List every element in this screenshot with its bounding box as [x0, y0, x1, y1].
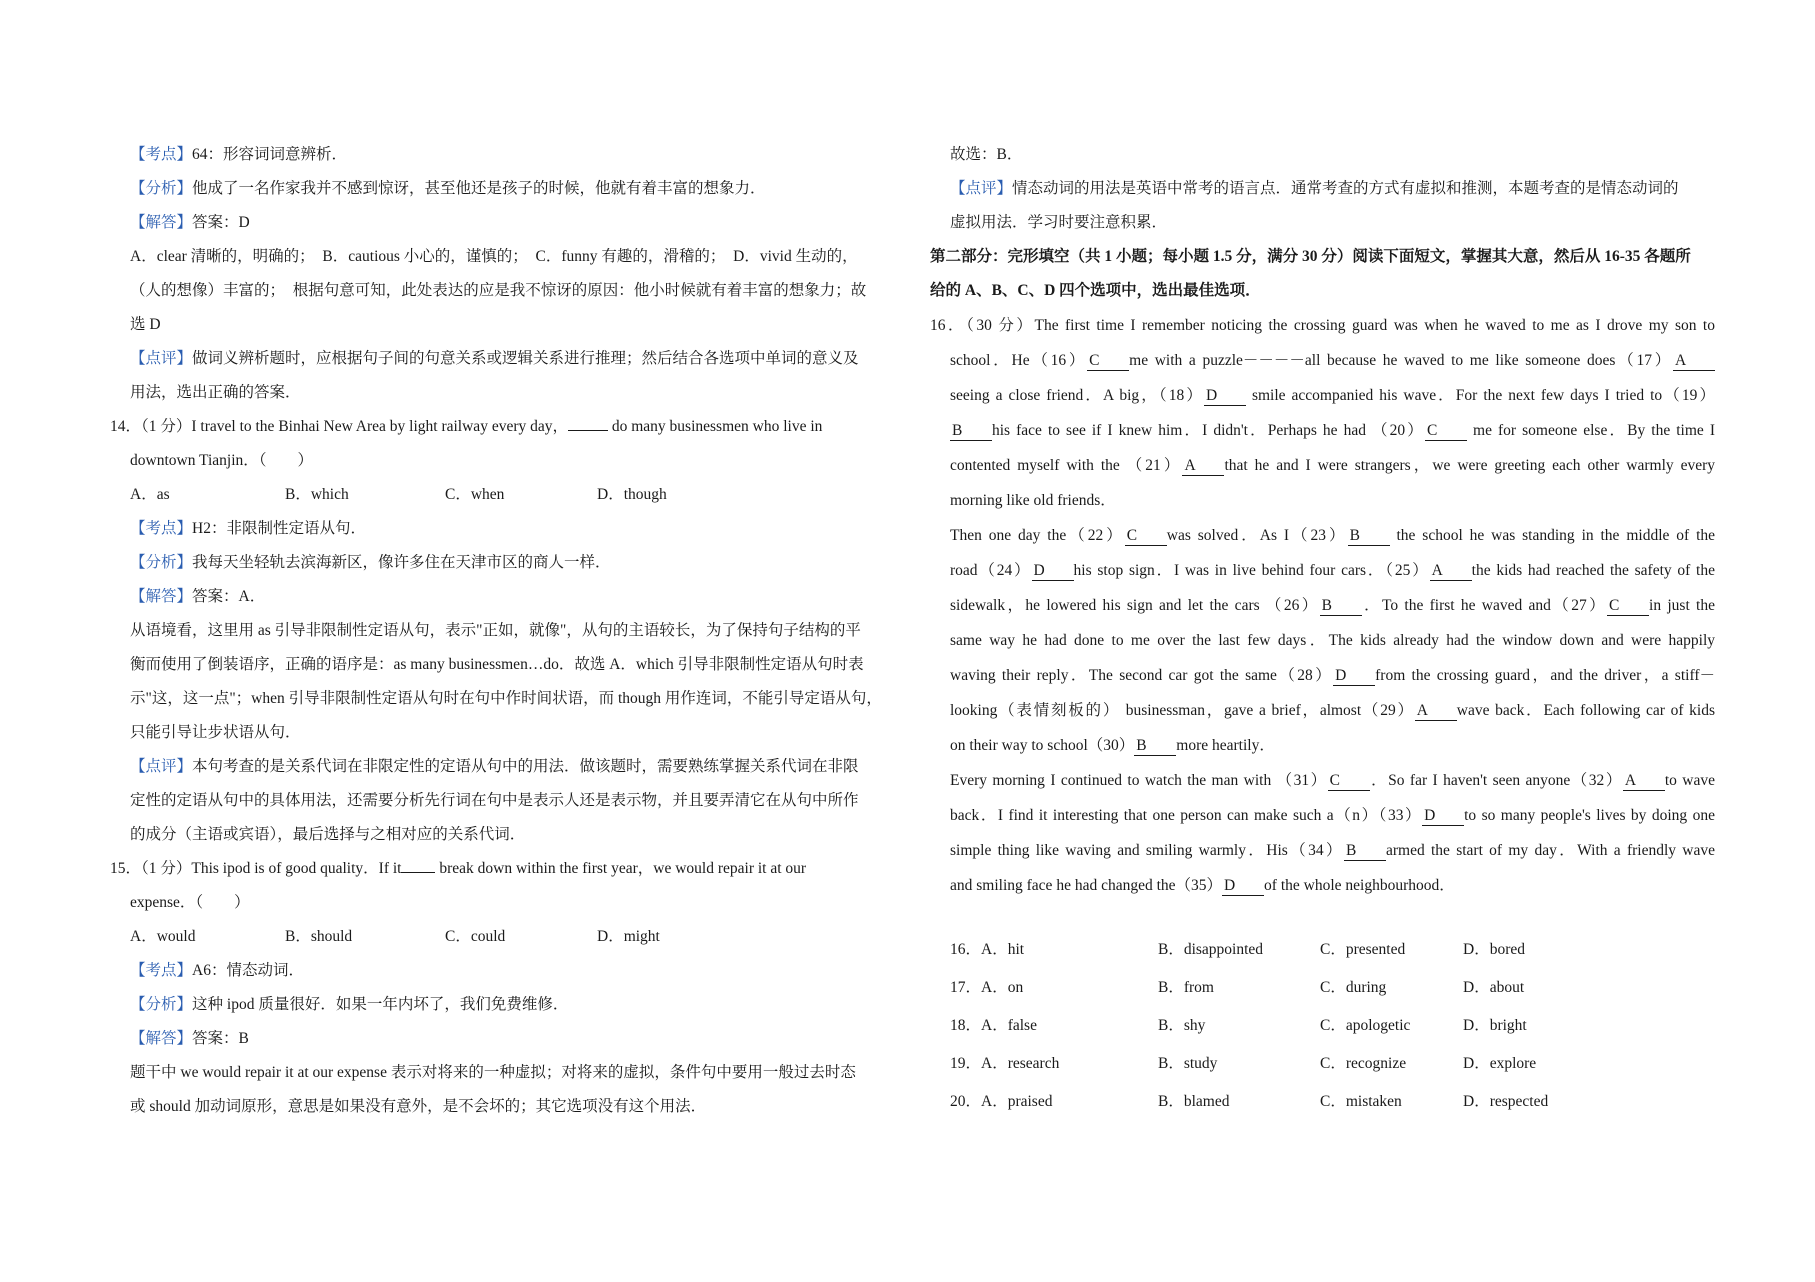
cloze-text: to so many people's lives by doing one [1464, 807, 1715, 824]
right-column [930, 138, 1715, 1121]
cloze-text: more heartily． [1176, 737, 1275, 754]
cloze-text: that he and I were strangers，we were greeting each other warmly every [1224, 457, 1715, 474]
cloze-answer: B [1344, 842, 1386, 861]
q13-jieda: 【解答】答案：D [130, 214, 250, 231]
cloze-answer: D [1032, 562, 1074, 581]
cloze-text: road（24） [950, 562, 1032, 579]
choice-option[interactable]: D．respected [1463, 1093, 1549, 1110]
choice-row [950, 1007, 1715, 1045]
cloze-line [950, 763, 1715, 798]
choice-row [950, 931, 1715, 969]
q15-expl-line: 题干中 we would repair it at our expense 表示对将来的一种虚拟；对将来的虚拟，条件句中要用一般过去时态 [130, 1064, 856, 1081]
cloze-answer: A [1673, 352, 1715, 371]
cloze-text: morning like old friends． [950, 492, 1116, 509]
cloze-text: ．So far I haven't seen anyone（32） [1369, 772, 1623, 789]
choice-option[interactable]: D．explore [1463, 1055, 1537, 1072]
cloze-text: of the whole neighbourhood． [1264, 877, 1455, 894]
q14-dianping: 【点评】本句考查的是关系代词在非限定性的定语从句中的用法．做该题时，需要熟练掌握关系代词在非限 [130, 758, 859, 775]
cloze-line [950, 588, 1715, 623]
cloze-text: smile accompanied his wave．For the next few days I tried to（19） [1245, 387, 1715, 404]
choice-option[interactable]: 16．A．hit [950, 941, 1025, 958]
left-column [110, 138, 905, 1124]
cloze-answer: C [1087, 352, 1129, 371]
cloze-answer: A [1415, 702, 1457, 721]
cloze-line [930, 308, 1715, 343]
cloze-text: wave back．Each following car of kids [1456, 702, 1716, 719]
q15-dianping: 【点评】情态动词的用法是英语中常考的语言点．通常考查的方式有虚拟和推测，本题考查的是情态动词的 [950, 180, 1679, 197]
q14-stem-line: downtown Tianjin．（ ） [130, 452, 314, 469]
cloze-text: Then one day the（22） [950, 527, 1125, 544]
cloze-answer: C [1425, 422, 1467, 441]
cloze-answer: A [1430, 562, 1472, 581]
cloze-line [950, 413, 1715, 448]
choice-option[interactable]: B．disappointed [1158, 941, 1264, 958]
q15-option-d[interactable]: D．might [597, 928, 660, 945]
q15-stem: 15．（1 分）This ipod is of good quality．If it break down within the first year，we would repair it at our [110, 860, 807, 877]
cloze-text: armed the start of my day．With a friendly wave [1385, 842, 1715, 859]
cloze-line [950, 378, 1715, 413]
choice-option[interactable]: 18．A．false [950, 1017, 1037, 1034]
cloze-answer: B [1320, 597, 1362, 616]
q14-blank [568, 430, 608, 431]
choice-row [950, 1045, 1715, 1083]
choices-table [930, 931, 1715, 1121]
cloze-line [950, 693, 1715, 728]
cloze-answer: A [1182, 457, 1224, 476]
choice-option[interactable]: B．blamed [1158, 1093, 1230, 1110]
cloze-answer: D [1222, 877, 1264, 896]
choice-option[interactable]: C．apologetic [1320, 1017, 1411, 1034]
cloze-text: on their way to school（30） [950, 737, 1135, 754]
choice-row [950, 969, 1715, 1007]
choice-option[interactable]: B．shy [1158, 1017, 1206, 1034]
cloze-text: and smiling face he had changed the（35） [950, 877, 1223, 894]
cloze-text: from the crossing guard，and the driver，a stiff－ [1375, 667, 1715, 684]
cloze-text: the school he was standing in the middle of the [1389, 527, 1715, 544]
cloze-paragraph-3 [930, 763, 1715, 903]
q15-dianping-line: 虚拟用法．学习时要注意积累． [950, 214, 1168, 231]
choice-option[interactable]: C．presented [1320, 941, 1406, 958]
cloze-text: his face to see if I knew him．I didn't．Perhaps he had （20） [992, 422, 1425, 439]
q14-stem: 14．（1 分）I travel to the Binhai New Area by light railway every day， do many businessmen who live in [110, 418, 823, 435]
choice-option[interactable]: C．mistaken [1320, 1093, 1402, 1110]
cloze-text: 16．（30 分）The first time I remember noticing the crossing guard was when he waved to me as I drove my son to [930, 317, 1715, 334]
cloze-text: me with a puzzle－－－－all because he waved to me like someone does（17） [1129, 352, 1673, 369]
q15-option-b[interactable]: B．should [285, 928, 353, 945]
q14-options [130, 478, 905, 512]
choice-option[interactable]: 17．A．on [950, 979, 1024, 996]
cloze-line [950, 798, 1715, 833]
cloze-text: seeing a close friend．A big，（18） [950, 387, 1204, 404]
q15-options [130, 920, 905, 954]
q14-option-d[interactable]: D．though [597, 486, 667, 503]
q15-blank [401, 872, 435, 873]
choice-option[interactable]: 19．A．research [950, 1055, 1060, 1072]
q14-option-b[interactable]: B．which [285, 486, 349, 503]
cloze-line [950, 518, 1715, 553]
cloze-answer: A [1623, 772, 1665, 791]
cloze-line [950, 343, 1715, 378]
q15-conclusion: 故选：B． [950, 146, 1023, 163]
cloze-text: school．He（16） [950, 352, 1088, 369]
q14-expl-line: 示"这，这一点"；when 引导非限制性定语从句时在句中作时间状语，而 though 用作连词，不能引导定语从句， [130, 690, 882, 707]
cloze-text: Every morning I continued to watch the man with （31） [950, 772, 1328, 789]
q15-kaodian: 【考点】A6：情态动词． [130, 962, 304, 979]
cloze-text: sidewalk，he lowered his sign and let the cars （26） [950, 597, 1320, 614]
cloze-text: simple thing like waving and smiling warmly．His（34） [950, 842, 1344, 859]
cloze-answer: D [1204, 387, 1246, 406]
q15-stem-line: expense．（ ） [130, 894, 250, 911]
q15-expl-line: 或 should 加动词原形，意思是如果没有意外，是不会坏的；其它选项没有这个用法． [130, 1098, 707, 1115]
cloze-text: in just the [1649, 597, 1715, 614]
cloze-line [950, 833, 1715, 868]
cloze-line [950, 483, 1715, 518]
cloze-line [950, 448, 1715, 483]
section-heading-line: 给的 A、B、C、D 四个选项中，选出最佳选项． [930, 282, 1261, 299]
q13-kaodian: 【考点】64：形容词词意辨析． [130, 146, 348, 163]
cloze-text: ．To the first he waved and（27） [1361, 597, 1608, 614]
cloze-text: contented myself with the （21） [950, 457, 1183, 474]
choice-row [950, 1083, 1715, 1121]
choice-option[interactable]: C．recognize [1320, 1055, 1407, 1072]
cloze-text: to wave [1664, 772, 1715, 789]
cloze-paragraph-1 [930, 308, 1715, 518]
q14-kaodian: 【考点】H2：非限制性定语从句． [130, 520, 366, 537]
cloze-text: waving their reply．The second car got the same（28） [950, 667, 1334, 684]
q14-option-c[interactable]: C．when [445, 486, 505, 503]
q13-dianping: 【点评】做词义辨析题时，应根据句子间的句意关系或逻辑关系进行推理；然后结合各选项中单词的意义及 [130, 350, 859, 367]
q14-expl-line: 从语境看，这里用 as 引导非限制性定语从句，表示"正如，就像"，从句的主语较长，为了保持句子结构的平 [130, 622, 861, 639]
q14-dianping-line: 定性的定语从句中的具体用法，还需要分析先行词在句中是表示人还是表示物，并且要弄清它在从句中所作 [130, 792, 859, 809]
choice-option[interactable]: C．during [1320, 979, 1387, 996]
choice-option[interactable]: D．about [1463, 979, 1525, 996]
q15-jieda: 【解答】答案：B [130, 1030, 249, 1047]
q15-option-a[interactable]: A．would [130, 928, 196, 945]
cloze-answer: D [1422, 807, 1464, 826]
cloze-line [950, 553, 1715, 588]
choice-option[interactable]: B．study [1158, 1055, 1218, 1072]
q13-expl-line: A．clear 清晰的，明确的； B．cautious 小心的，谨慎的； C．funny 有趣的，滑稽的； D．vivid 生动的， [130, 248, 858, 265]
cloze-answer: C [1328, 772, 1370, 791]
q14-fenxi: 【分析】我每天坐轻轨去滨海新区，像许多住在天津市区的商人一样． [130, 554, 611, 571]
cloze-answer: C [1607, 597, 1649, 616]
cloze-line [950, 623, 1715, 658]
section-heading: 第二部分：完形填空（共 1 小题；每小题 1.5 分，满分 30 分）阅读下面短文，掌握其大意，然后从 16-35 各题所 [930, 248, 1691, 265]
q13-expl-line: （人的想像）丰富的； 根据句意可知，此处表达的应是我不惊讶的原因：他小时候就有着丰富的想象力；故 [130, 282, 867, 299]
cloze-line [950, 728, 1715, 763]
cloze-answer: B [1134, 737, 1176, 756]
cloze-answer: C [1125, 527, 1167, 546]
choice-option[interactable]: D．bright [1463, 1017, 1527, 1034]
cloze-text: looking（表情刻板的） businessman，gave a brief，almost（29） [950, 702, 1415, 719]
cloze-line [950, 658, 1715, 693]
q15-option-c[interactable]: C．could [445, 928, 506, 945]
choice-option[interactable]: D．bored [1463, 941, 1525, 958]
cloze-answer: B [950, 422, 992, 441]
cloze-text: same way he had done to me over the last few days．The kids already had the window down and were happily [950, 632, 1715, 649]
q14-expl-line: 衡而使用了倒装语序，正确的语序是：as many businessmen…do．故选 A．which 引导非限制性定语从句时表 [130, 656, 864, 673]
cloze-text: me for someone else．By the time I [1466, 422, 1715, 439]
cloze-text: back．I find it interesting that one person can make such a（n）（33） [950, 807, 1423, 824]
cloze-text: the kids had reached the safety of the [1471, 562, 1715, 579]
q14-jieda: 【解答】答案：A． [130, 588, 266, 605]
q14-dianping-line: 的成分（主语或宾语），最后选择与之相对应的关系代词． [130, 826, 526, 843]
q13-dianping-line: 用法，选出正确的答案． [130, 384, 301, 401]
q14-expl-line: 只能引导让步状语从句． [130, 724, 301, 741]
cloze-text: his stop sign．I was in live behind four cars．（25） [1073, 562, 1430, 579]
cloze-line [950, 868, 1715, 903]
q15-fenxi: 【分析】这种 ipod 质量很好．如果一年内坏了，我们免费维修． [130, 996, 569, 1013]
q13-expl-line: 选 D [130, 316, 161, 333]
choice-option[interactable]: 20．A．praised [950, 1093, 1053, 1110]
choice-option[interactable]: B．from [1158, 979, 1214, 996]
cloze-text: was solved．As I（23） [1166, 527, 1348, 544]
q14-option-a[interactable]: A．as [130, 486, 170, 503]
cloze-answer: B [1348, 527, 1390, 546]
cloze-paragraph-2 [930, 518, 1715, 763]
cloze-answer: D [1333, 667, 1375, 686]
q13-fenxi: 【分析】他成了一名作家我并不感到惊讶，甚至他还是孩子的时候，他就有着丰富的想象力． [130, 180, 766, 197]
